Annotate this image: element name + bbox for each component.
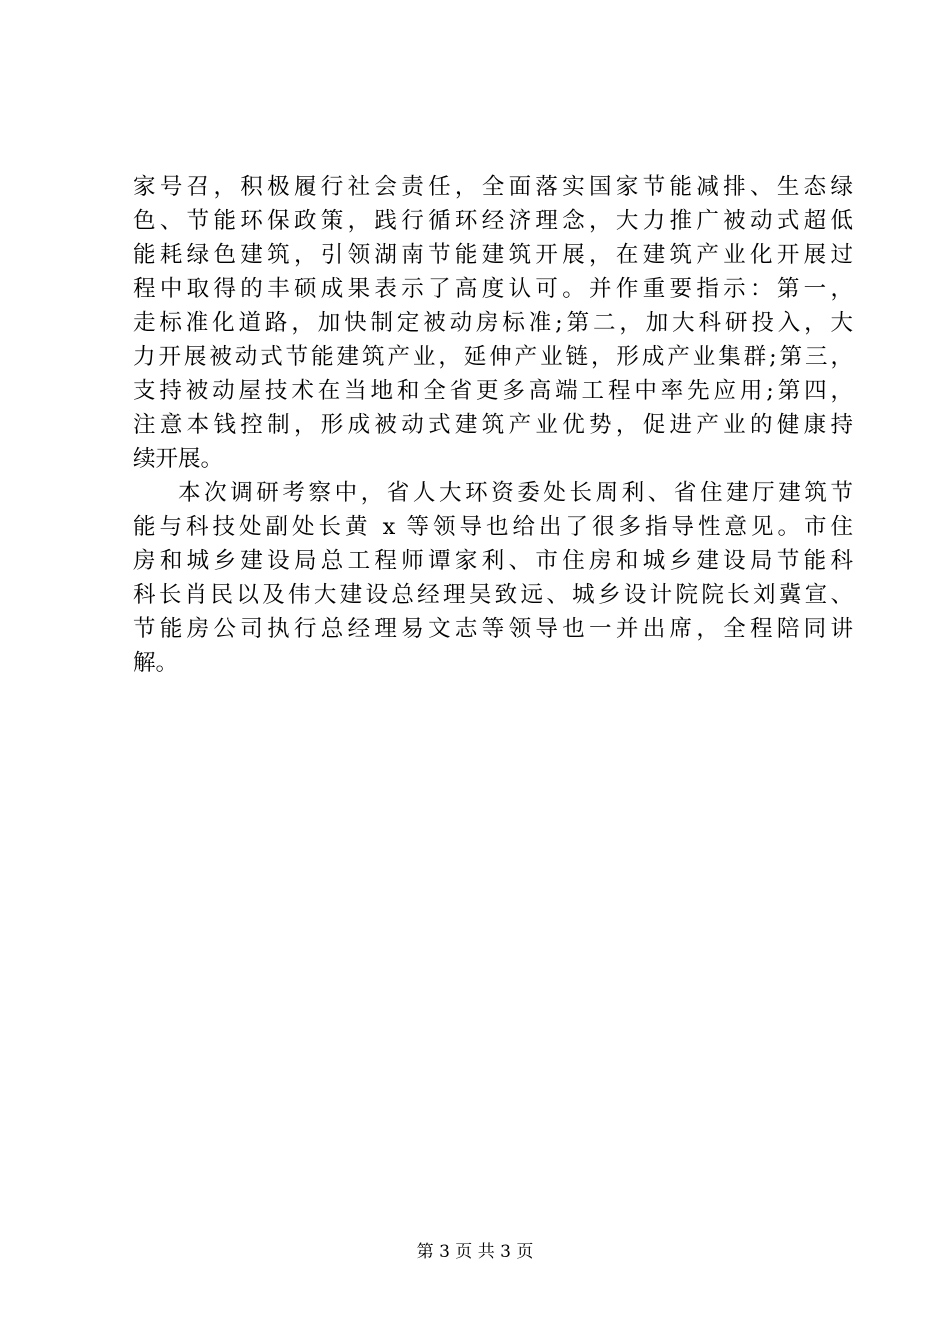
text-line: 能耗绿色建筑，引领湖南节能建筑开展，在建筑产业化开展过 [133, 242, 853, 268]
document-body [133, 170, 853, 680]
text-line: 房和城乡建设局总工程师谭家利、市住房和城乡建设局节能科 [133, 548, 853, 574]
text-line: 本次调研考察中，省人大环资委处长周利、省住建厅建筑节 [178, 480, 853, 506]
text-line: 节能房公司执行总经理易文志等领导也一并出席，全程陪同讲 [133, 616, 853, 642]
text-line: 解。 [133, 650, 179, 676]
text-line: 走标准化道路，加快制定被动房标准;第二，加大科研投入，大 [133, 310, 853, 336]
text-line: 注意本钱控制，形成被动式建筑产业优势，促进产业的健康持 [133, 412, 853, 438]
text-line: 能与科技处副处长黄 x 等领导也给出了很多指导性意见。市住 [133, 514, 853, 540]
paragraph-2 [133, 476, 853, 680]
text-line: 支持被动屋技术在当地和全省更多高端工程中率先应用;第四， [133, 378, 853, 404]
text-line: 力开展被动式节能建筑产业，延伸产业链，形成产业集群;第三， [133, 344, 853, 370]
text-line: 色、节能环保政策，践行循环经济理念，大力推广被动式超低 [133, 208, 853, 234]
paragraph-1 [133, 170, 853, 476]
text-line: 科长肖民以及伟大建设总经理吴致远、城乡设计院院长刘冀宣、 [133, 582, 853, 608]
text-line: 续开展。 [133, 446, 224, 472]
text-line: 家号召，积极履行社会责任，全面落实国家节能减排、生态绿 [133, 174, 853, 200]
page-footer [0, 1240, 950, 1264]
text-line: 程中取得的丰硕成果表示了高度认可。并作重要指示：第一， [133, 276, 853, 302]
page-number: 第 3 页 共 3 页 [416, 1242, 534, 1262]
